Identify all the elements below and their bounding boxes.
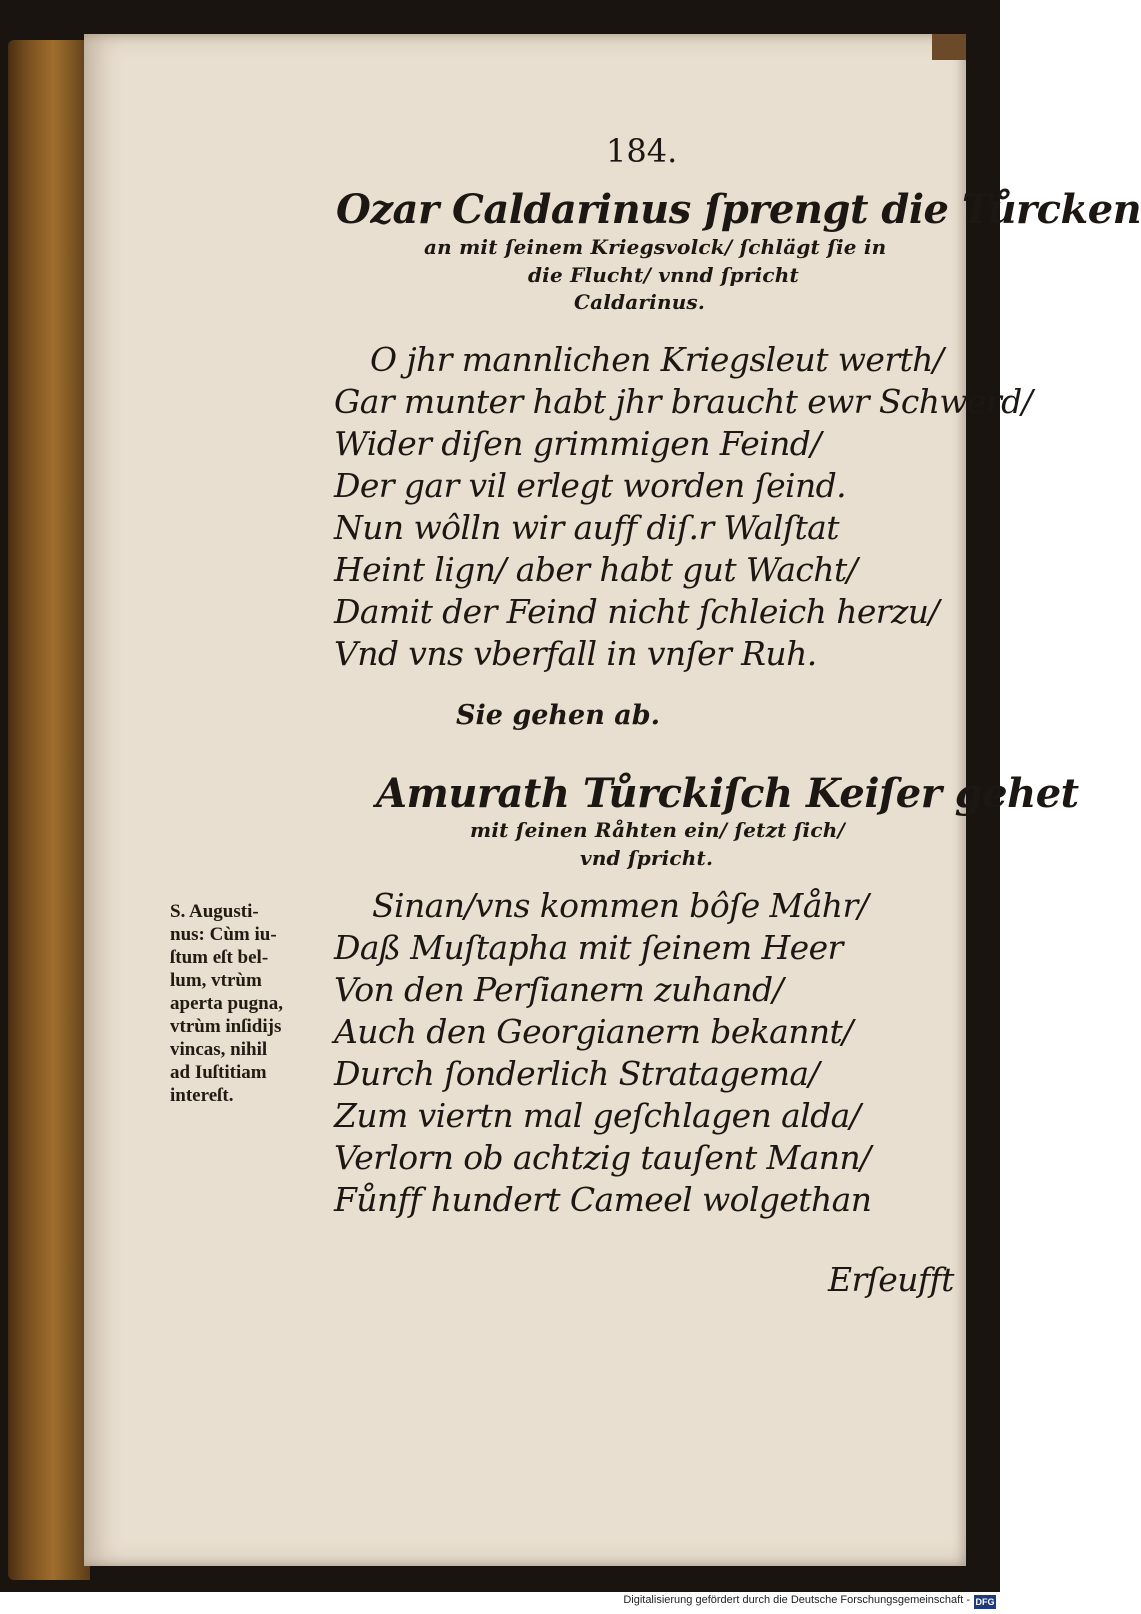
section-subtitle-line: an mit ſeinem Kriegsvolck/ ſchlägt ſie in	[424, 235, 887, 259]
verse-line: Heint lign/ aber habt gut Wacht/	[334, 550, 858, 589]
page-number: 184.	[606, 132, 678, 170]
section-subtitle-line: Caldarinus.	[574, 290, 706, 314]
verse-line: Von den Perſianern zuhand/	[334, 970, 784, 1009]
section-heading-amurath: Amurath Tůrckiſch Keiſer gehet	[376, 770, 1079, 817]
verse-line: Vnd vns vberfall in vnſer Ruh.	[334, 634, 817, 673]
verse-line: Zum viertn mal geſchlagen alda/	[334, 1096, 861, 1135]
catchword: Erſeufft	[828, 1260, 954, 1299]
verse-line: Sinan/vns kommen bôſe Måhr/	[372, 886, 869, 925]
verse-line: Damit der Feind nicht ſchleich herzu/	[334, 592, 939, 631]
section-heading-caldarinus: Ozar Caldarinus ſprengt die Tůrcken	[336, 186, 1141, 233]
section-subtitle-line: die Flucht/ vnnd ſpricht	[528, 263, 799, 287]
margin-note-augustinus	[170, 900, 340, 1107]
verse-line: O jhr mannlichen Kriegsleut werth/	[370, 340, 944, 379]
verse-line: Auch den Georgianern bekannt/	[334, 1012, 853, 1051]
verse-line: Nun wôlln wir auff diſ.r Walſtat	[334, 508, 839, 547]
book-page-edges	[8, 40, 90, 1580]
verse-line: Wider diſen grimmigen Feind/	[334, 424, 821, 463]
stage-direction: Sie gehen ab.	[456, 700, 661, 731]
section-subtitle-line: vnd ſpricht.	[580, 846, 714, 870]
footer-credit: Digitalisierung gefördert durch die Deutsche Forschungsgemeinschaft -	[623, 1594, 970, 1606]
margin-note-line: aperta pugna,	[170, 993, 283, 1014]
page-corner-shadow	[932, 34, 966, 60]
margin-note-line: intereſt.	[170, 1085, 234, 1106]
section-subtitle-line: mit ſeinen Råhten ein/ ſetzt ſich/	[470, 818, 845, 842]
margin-note-line: lum, vtrùm	[170, 970, 262, 991]
verse-line: Der gar vil erlegt worden ſeind.	[334, 466, 847, 505]
margin-note-line: ſtum eſt bel-	[170, 947, 269, 968]
margin-note-line: vincas, nihil	[170, 1039, 268, 1060]
margin-note-line: ad Iuſtitiam	[170, 1062, 267, 1083]
margin-note-line: nus: Cùm iu-	[170, 924, 277, 945]
dfg-logo-icon: DFG	[975, 1597, 995, 1607]
verse-line: Daß Muſtapha mit ſeinem Heer	[334, 928, 843, 967]
margin-note-line: vtrùm inſidijs	[170, 1016, 282, 1037]
verse-line: Fůnff hundert Cameel wolgethan	[334, 1180, 872, 1219]
verse-line: Verlorn ob achtzig tauſent Mann/	[334, 1138, 871, 1177]
verse-line: Durch ſonderlich Stratagema/	[334, 1054, 820, 1093]
margin-note-line: S. Augusti-	[170, 901, 259, 922]
verse-line: Gar munter habt jhr braucht ewr Schwerd/	[334, 382, 1033, 421]
